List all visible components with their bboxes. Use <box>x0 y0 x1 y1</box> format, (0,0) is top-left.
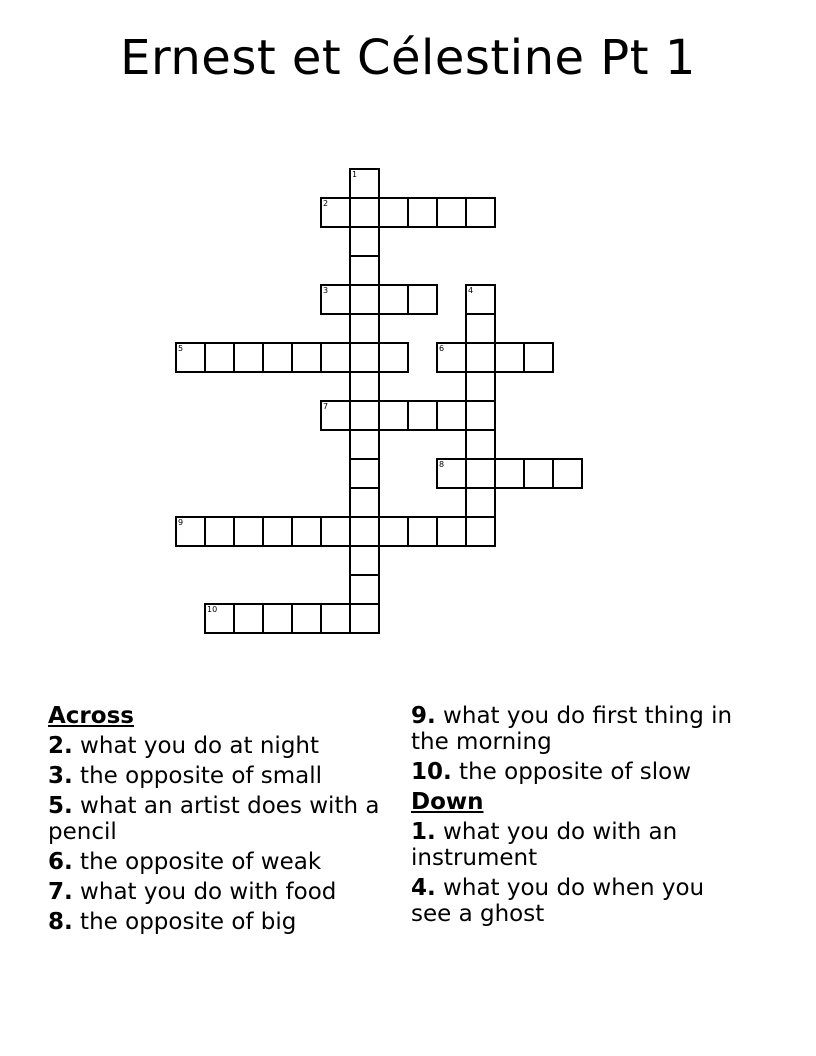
grid-cell[interactable] <box>349 284 380 315</box>
clue-text: what you do with food <box>72 879 337 905</box>
grid-cell[interactable] <box>320 400 351 431</box>
clue-number: 9. <box>411 703 436 729</box>
cell-number: 10 <box>207 605 218 614</box>
cell-number: 9 <box>178 518 184 527</box>
grid-cell[interactable] <box>204 603 235 634</box>
grid-cell[interactable] <box>378 284 409 315</box>
grid-cell[interactable] <box>349 255 380 286</box>
grid-cell[interactable] <box>349 342 380 373</box>
clue-text: the opposite of slow <box>451 759 692 785</box>
puzzle-title: Ernest et Célestine Pt 1 <box>120 30 696 86</box>
cell-number: 6 <box>439 344 445 353</box>
clue-number: 3. <box>48 763 73 789</box>
grid-cell[interactable] <box>465 429 496 460</box>
cell-number: 3 <box>323 286 329 295</box>
grid-cell[interactable] <box>175 342 206 373</box>
grid-cell[interactable] <box>494 458 525 489</box>
grid-cell[interactable] <box>204 342 235 373</box>
clue-number: 7. <box>48 879 73 905</box>
clues-left-column <box>48 703 388 935</box>
grid-cell[interactable] <box>349 226 380 257</box>
clue-text: what you do when you see a ghost <box>411 875 705 927</box>
grid-cell[interactable] <box>291 342 322 373</box>
clue-text: what an artist does with a pencil <box>48 793 380 845</box>
grid-cell[interactable] <box>407 516 438 547</box>
grid-cell[interactable] <box>262 516 293 547</box>
grid-cell[interactable] <box>552 458 583 489</box>
grid-cell[interactable] <box>465 284 496 315</box>
grid-cell[interactable] <box>349 429 380 460</box>
clue-text: what you do at night <box>72 733 320 759</box>
cell-number: 2 <box>323 199 329 208</box>
down-heading: Down <box>411 789 484 815</box>
grid-cell[interactable] <box>349 574 380 605</box>
clue-number: 1. <box>411 819 436 845</box>
cell-number: 4 <box>468 286 474 295</box>
grid-cell[interactable] <box>465 313 496 344</box>
clue-text: the opposite of weak <box>72 849 322 875</box>
grid-cell[interactable] <box>465 516 496 547</box>
clue-number: 2. <box>48 733 73 759</box>
clue-text: what you do first thing in the morning <box>411 703 733 755</box>
grid-cell[interactable] <box>378 516 409 547</box>
clue-number: 4. <box>411 875 436 901</box>
grid-cell[interactable] <box>465 400 496 431</box>
grid-cell[interactable] <box>262 603 293 634</box>
across-heading: Across <box>48 703 134 729</box>
grid-cell[interactable] <box>291 516 322 547</box>
clue-text: the opposite of big <box>72 909 297 935</box>
grid-cell[interactable] <box>175 516 206 547</box>
grid-cell[interactable] <box>378 400 409 431</box>
grid-cell[interactable] <box>436 197 467 228</box>
grid-cell[interactable] <box>233 603 264 634</box>
across-clue-5 <box>48 793 388 845</box>
across-clue-2 <box>48 733 388 759</box>
grid-cell[interactable] <box>465 197 496 228</box>
grid-cell[interactable] <box>465 342 496 373</box>
grid-cell[interactable] <box>523 342 554 373</box>
cell-number: 7 <box>323 402 329 411</box>
clue-number: 10. <box>411 759 452 785</box>
across-clue-6 <box>48 849 388 875</box>
across-clue-7 <box>48 879 388 905</box>
down-clue-4 <box>411 875 751 927</box>
across-clue-9 <box>411 703 751 755</box>
grid-cell[interactable] <box>204 516 235 547</box>
grid-cell[interactable] <box>349 516 380 547</box>
grid-cell[interactable] <box>378 342 409 373</box>
grid-cell[interactable] <box>465 487 496 518</box>
grid-cell[interactable] <box>436 400 467 431</box>
grid-cell[interactable] <box>320 284 351 315</box>
grid-cell[interactable] <box>320 197 351 228</box>
clue-text: the opposite of small <box>72 763 323 789</box>
grid-cell[interactable] <box>349 313 380 344</box>
grid-cell[interactable] <box>320 342 351 373</box>
across-clue-3 <box>48 763 388 789</box>
grid-cell[interactable] <box>349 458 380 489</box>
grid-cell[interactable] <box>523 458 554 489</box>
grid-cell[interactable] <box>407 284 438 315</box>
grid-cell[interactable] <box>436 516 467 547</box>
across-clue-8 <box>48 909 388 935</box>
grid-cell[interactable] <box>291 603 322 634</box>
grid-cell[interactable] <box>436 342 467 373</box>
grid-cell[interactable] <box>262 342 293 373</box>
grid-cell[interactable] <box>349 487 380 518</box>
cell-number: 8 <box>439 460 445 469</box>
across-clue-10 <box>411 759 751 785</box>
grid-cell[interactable] <box>233 342 264 373</box>
clues-right-column <box>411 703 751 927</box>
grid-cell[interactable] <box>320 516 351 547</box>
cell-number: 1 <box>352 170 358 179</box>
grid-cell[interactable] <box>407 197 438 228</box>
clue-number: 5. <box>48 793 73 819</box>
clue-number: 8. <box>48 909 73 935</box>
clue-text: what you do with an instrument <box>411 819 678 871</box>
grid-cell[interactable] <box>320 603 351 634</box>
down-clue-1 <box>411 819 751 871</box>
grid-cell[interactable] <box>349 168 380 199</box>
grid-cell[interactable] <box>349 545 380 576</box>
grid-cell[interactable] <box>349 197 380 228</box>
cell-number: 5 <box>178 344 184 353</box>
grid-cell[interactable] <box>349 371 380 402</box>
grid-cell[interactable] <box>436 458 467 489</box>
grid-cell[interactable] <box>494 342 525 373</box>
grid-cell[interactable] <box>233 516 264 547</box>
grid-cell[interactable] <box>378 197 409 228</box>
grid-cell[interactable] <box>465 458 496 489</box>
grid-cell[interactable] <box>407 400 438 431</box>
grid-cell[interactable] <box>349 400 380 431</box>
grid-cell[interactable] <box>349 603 380 634</box>
clue-number: 6. <box>48 849 73 875</box>
grid-cell[interactable] <box>465 371 496 402</box>
